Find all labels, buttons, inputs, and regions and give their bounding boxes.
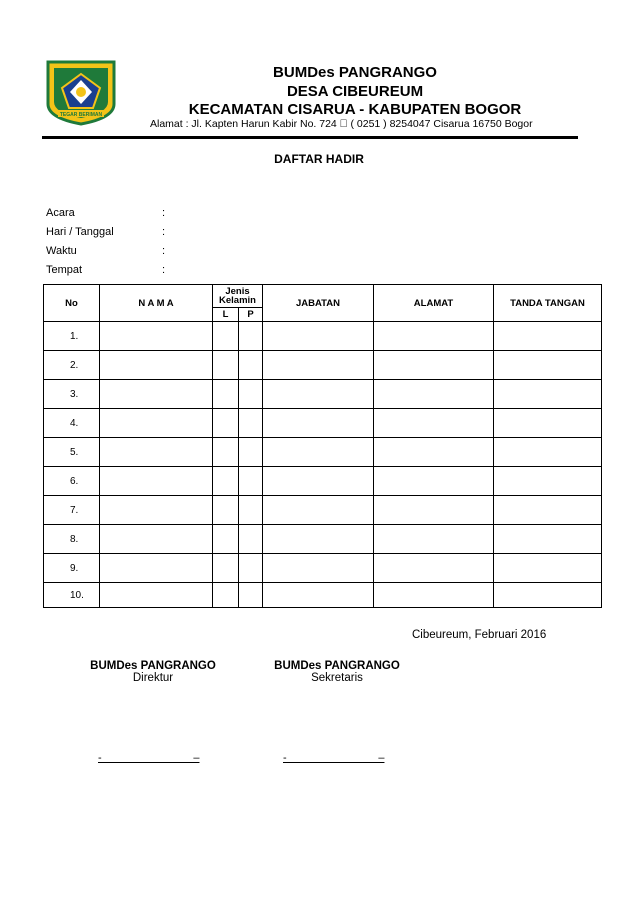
table-row [44,409,602,438]
cell-no: 9. [44,554,100,583]
cell-name [100,322,213,351]
district-name: KECAMATAN CISARUA - KABUPATEN BOGOR [188,101,522,118]
cell-position [263,409,374,438]
header-signature: TANDA TANGAN [494,285,602,322]
header-gender-l: L [213,308,239,322]
letterhead-divider [42,136,578,139]
cell-name [100,351,213,380]
info-place [46,264,165,276]
cell-gender-l [213,351,239,380]
cell-no: 5. [44,438,100,467]
cell-position [263,380,374,409]
cell-position [263,554,374,583]
cell-gender-p [239,554,263,583]
cell-name [100,467,213,496]
header-no: No [44,285,100,322]
info-separator: : [162,207,166,219]
header-position: JABATAN [263,285,374,322]
cell-signature [494,525,602,554]
header-address: ALAMAT [374,285,494,322]
table-row [44,525,602,554]
cell-gender-p [239,438,263,467]
table-row [44,380,602,409]
signature-line-text: - – [283,752,385,764]
cell-name [100,583,213,608]
table-row [44,554,602,583]
cell-name [100,380,213,409]
cell-signature [494,380,602,409]
cell-position [263,467,374,496]
cell-name [100,409,213,438]
cell-position [263,583,374,608]
table-row [44,467,602,496]
cell-position [263,351,374,380]
cell-gender-p [239,496,263,525]
cell-name [100,438,213,467]
cell-gender-p [239,351,263,380]
cell-position [263,438,374,467]
cell-signature [494,322,602,351]
signature-line-text: - – [98,752,200,764]
cell-gender-p [239,322,263,351]
cell-gender-l [213,380,239,409]
cell-address [374,496,494,525]
cell-position [263,496,374,525]
header-gender-top: Jenis [225,286,250,297]
cell-address [374,583,494,608]
cell-address [374,409,494,438]
cell-gender-l [213,322,239,351]
cell-signature [494,554,602,583]
table-body [44,322,602,608]
info-event [46,207,165,219]
signature-line-secretary [283,752,401,764]
cell-address [374,554,494,583]
table-row [44,438,602,467]
signature-secretary [252,660,422,684]
info-label: Acara [46,207,75,219]
cell-address [374,380,494,409]
header-gender-p: P [239,308,263,322]
cell-gender-l [213,583,239,608]
info-label: Waktu [46,245,77,257]
cell-gender-l [213,467,239,496]
info-separator: : [162,264,166,276]
cell-signature [494,351,602,380]
svg-text:TEGAR BERIMAN: TEGAR BERIMAN [59,112,103,118]
cell-signature [494,467,602,496]
cell-gender-l [213,496,239,525]
cell-gender-l [213,554,239,583]
date-place: Cibeureum, Februari 2016 [412,629,547,641]
info-separator: : [162,226,166,238]
regency-logo [44,58,118,126]
cell-gender-l [213,409,239,438]
cell-gender-p [239,525,263,554]
cell-signature [494,438,602,467]
signature-role: Sekretaris [311,672,363,684]
cell-position [263,525,374,554]
cell-no: 8. [44,525,100,554]
table-row [44,583,602,608]
org-name: BUMDes PANGRANGO [273,64,437,81]
info-time [46,245,165,257]
attendance-table [43,284,602,608]
cell-gender-p [239,583,263,608]
info-label: Tempat [46,264,83,276]
signature-director [68,660,238,684]
header-gender-bottom: Kelamin [219,295,256,306]
header-name: N A M A [100,285,213,322]
cell-no: 10. [44,583,100,608]
info-date [46,226,165,238]
village-name: DESA CIBEUREUM [286,83,424,100]
cell-signature [494,409,602,438]
cell-name [100,525,213,554]
cell-no: 4. [44,409,100,438]
cell-name [100,496,213,525]
header-gender [213,285,263,308]
cell-address [374,351,494,380]
cell-no: 7. [44,496,100,525]
table-row [44,351,602,380]
address-line: Alamat : Jl. Kapten Harun Kabir No. 724   ( 0251 ) 8254047 Cisarua 16750 Bogor [150,118,533,130]
cell-name [100,554,213,583]
cell-gender-l [213,438,239,467]
table-row [44,496,602,525]
signature-line-director [98,752,216,764]
cell-no: 1. [44,322,100,351]
cell-address [374,467,494,496]
cell-address [374,438,494,467]
cell-position [263,322,374,351]
cell-no: 2. [44,351,100,380]
document-title: DAFTAR HADIR [274,152,364,166]
cell-gender-p [239,380,263,409]
cell-gender-p [239,409,263,438]
signature-role: Direktur [132,672,174,684]
cell-signature [494,496,602,525]
info-separator: : [162,245,166,257]
signature-org: BUMDes PANGRANGO [90,660,216,672]
cell-address [374,322,494,351]
cell-signature [494,583,602,608]
cell-no: 3. [44,380,100,409]
cell-gender-l [213,525,239,554]
cell-gender-p [239,467,263,496]
cell-no: 6. [44,467,100,496]
signature-org: BUMDes PANGRANGO [274,660,400,672]
cell-address [374,525,494,554]
table-row [44,322,602,351]
info-label: Hari / Tanggal [46,226,114,238]
